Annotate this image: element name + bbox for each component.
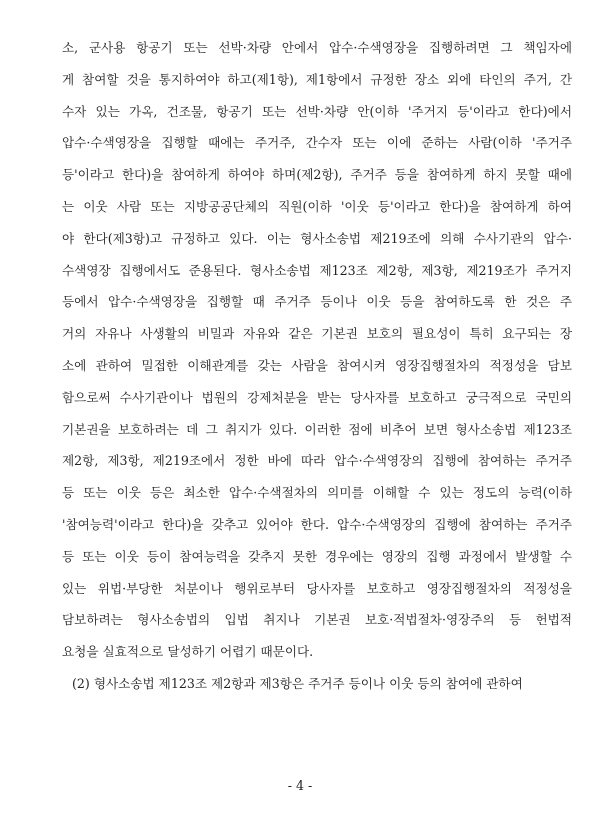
text-line: 제2항, 제3항, 제219조에서 정한 바에 따라 압수·수색영장의 집행에 참여하는 주거주: [62, 453, 572, 469]
text-line: 게 참여할 것을 통지하여야 하고(제1항), 제1항에서 규정한 장소 외에 타인의 주거, 간: [62, 71, 572, 87]
section-heading-line: (2) 형사소송법 제123조 제2항과 제3항은 주거주 등이나 이웃 등의 참여에 관하여: [72, 675, 523, 691]
page-number: - 4 -: [287, 778, 313, 793]
text-line: 소, 군사용 항공기 또는 선박·차량 안에서 압수·수색영장을 집행하려면 그 책임자에: [62, 40, 572, 55]
text-line: 담보하려는 형사소송법의 입법 취지나 기본권 보호·적법절차·영장주의 등 헌법적: [62, 612, 572, 628]
body-text: [62, 32, 572, 700]
text-line: 야 한다(제3항)고 규정하고 있다. 이는 형사소송법 제219조에 의해 수사기관의 압수·: [62, 230, 572, 246]
text-line: 압수·수색영장을 집행할 때에는 주거주, 간수자 또는 이에 준하는 사람(이하 '주거주: [62, 135, 572, 151]
text-line: 등에서 압수·수색영장을 집행할 때 주거주 등이나 이웃 등을 참여하도록 한 것은 주: [62, 294, 572, 310]
text-line: 있는 위법·부당한 처분이나 행위로부터 당사자를 보호하고 영장집행절차의 적정성을: [62, 580, 572, 596]
text-line: 는 이웃 사람 또는 지방공공단체의 직원(이하 '이웃 등'이라고 한다)을 참여하게 하여: [62, 198, 572, 214]
text-line: 등 또는 이웃 등은 최소한 압수·수색절차의 의미를 이해할 수 있는 정도의 능력(이하: [62, 485, 572, 501]
text-line: 요청을 실효적으로 달성하기 어렵기 때문이다.: [62, 644, 314, 660]
text-line: 기본권을 보호하려는 데 그 취지가 있다. 이러한 점에 비추어 보면 형사소송법 제123조: [62, 421, 572, 437]
text-line: 등'이라고 한다)을 참여하게 하여야 하며(제2항), 주거주 등을 참여하게 하지 못할 때에: [62, 167, 572, 183]
text-line: 거의 자유나 사생활의 비밀과 자유와 같은 기본권 보호의 필요성이 특히 요구되는 장: [62, 326, 572, 342]
text-line: 등 또는 이웃 등이 참여능력을 갖추지 못한 경우에는 영장의 집행 과정에서 발생할 수: [62, 548, 572, 564]
text-line: 수자 있는 가옥, 건조물, 항공기 또는 선박·차량 안(이하 '주거지 등'이라고 한다)에서: [62, 103, 572, 119]
text-line: 함으로써 수사기관이나 법원의 강제처분을 받는 당사자를 보호하고 궁극적으로 국민의: [62, 389, 572, 405]
text-line: '참여능력'이라고 한다)을 갖추고 있어야 한다. 압수·수색영장의 집행에 참여하는 주거주: [62, 516, 572, 532]
text-line: 소에 관하여 밀접한 이해관계를 갖는 사람을 참여시켜 영장집행절차의 적정성을 담보: [62, 357, 572, 373]
text-line: 수색영장 집행에서도 준용된다. 형사소송법 제123조 제2항, 제3항, 제219조가 주거지: [62, 262, 572, 278]
